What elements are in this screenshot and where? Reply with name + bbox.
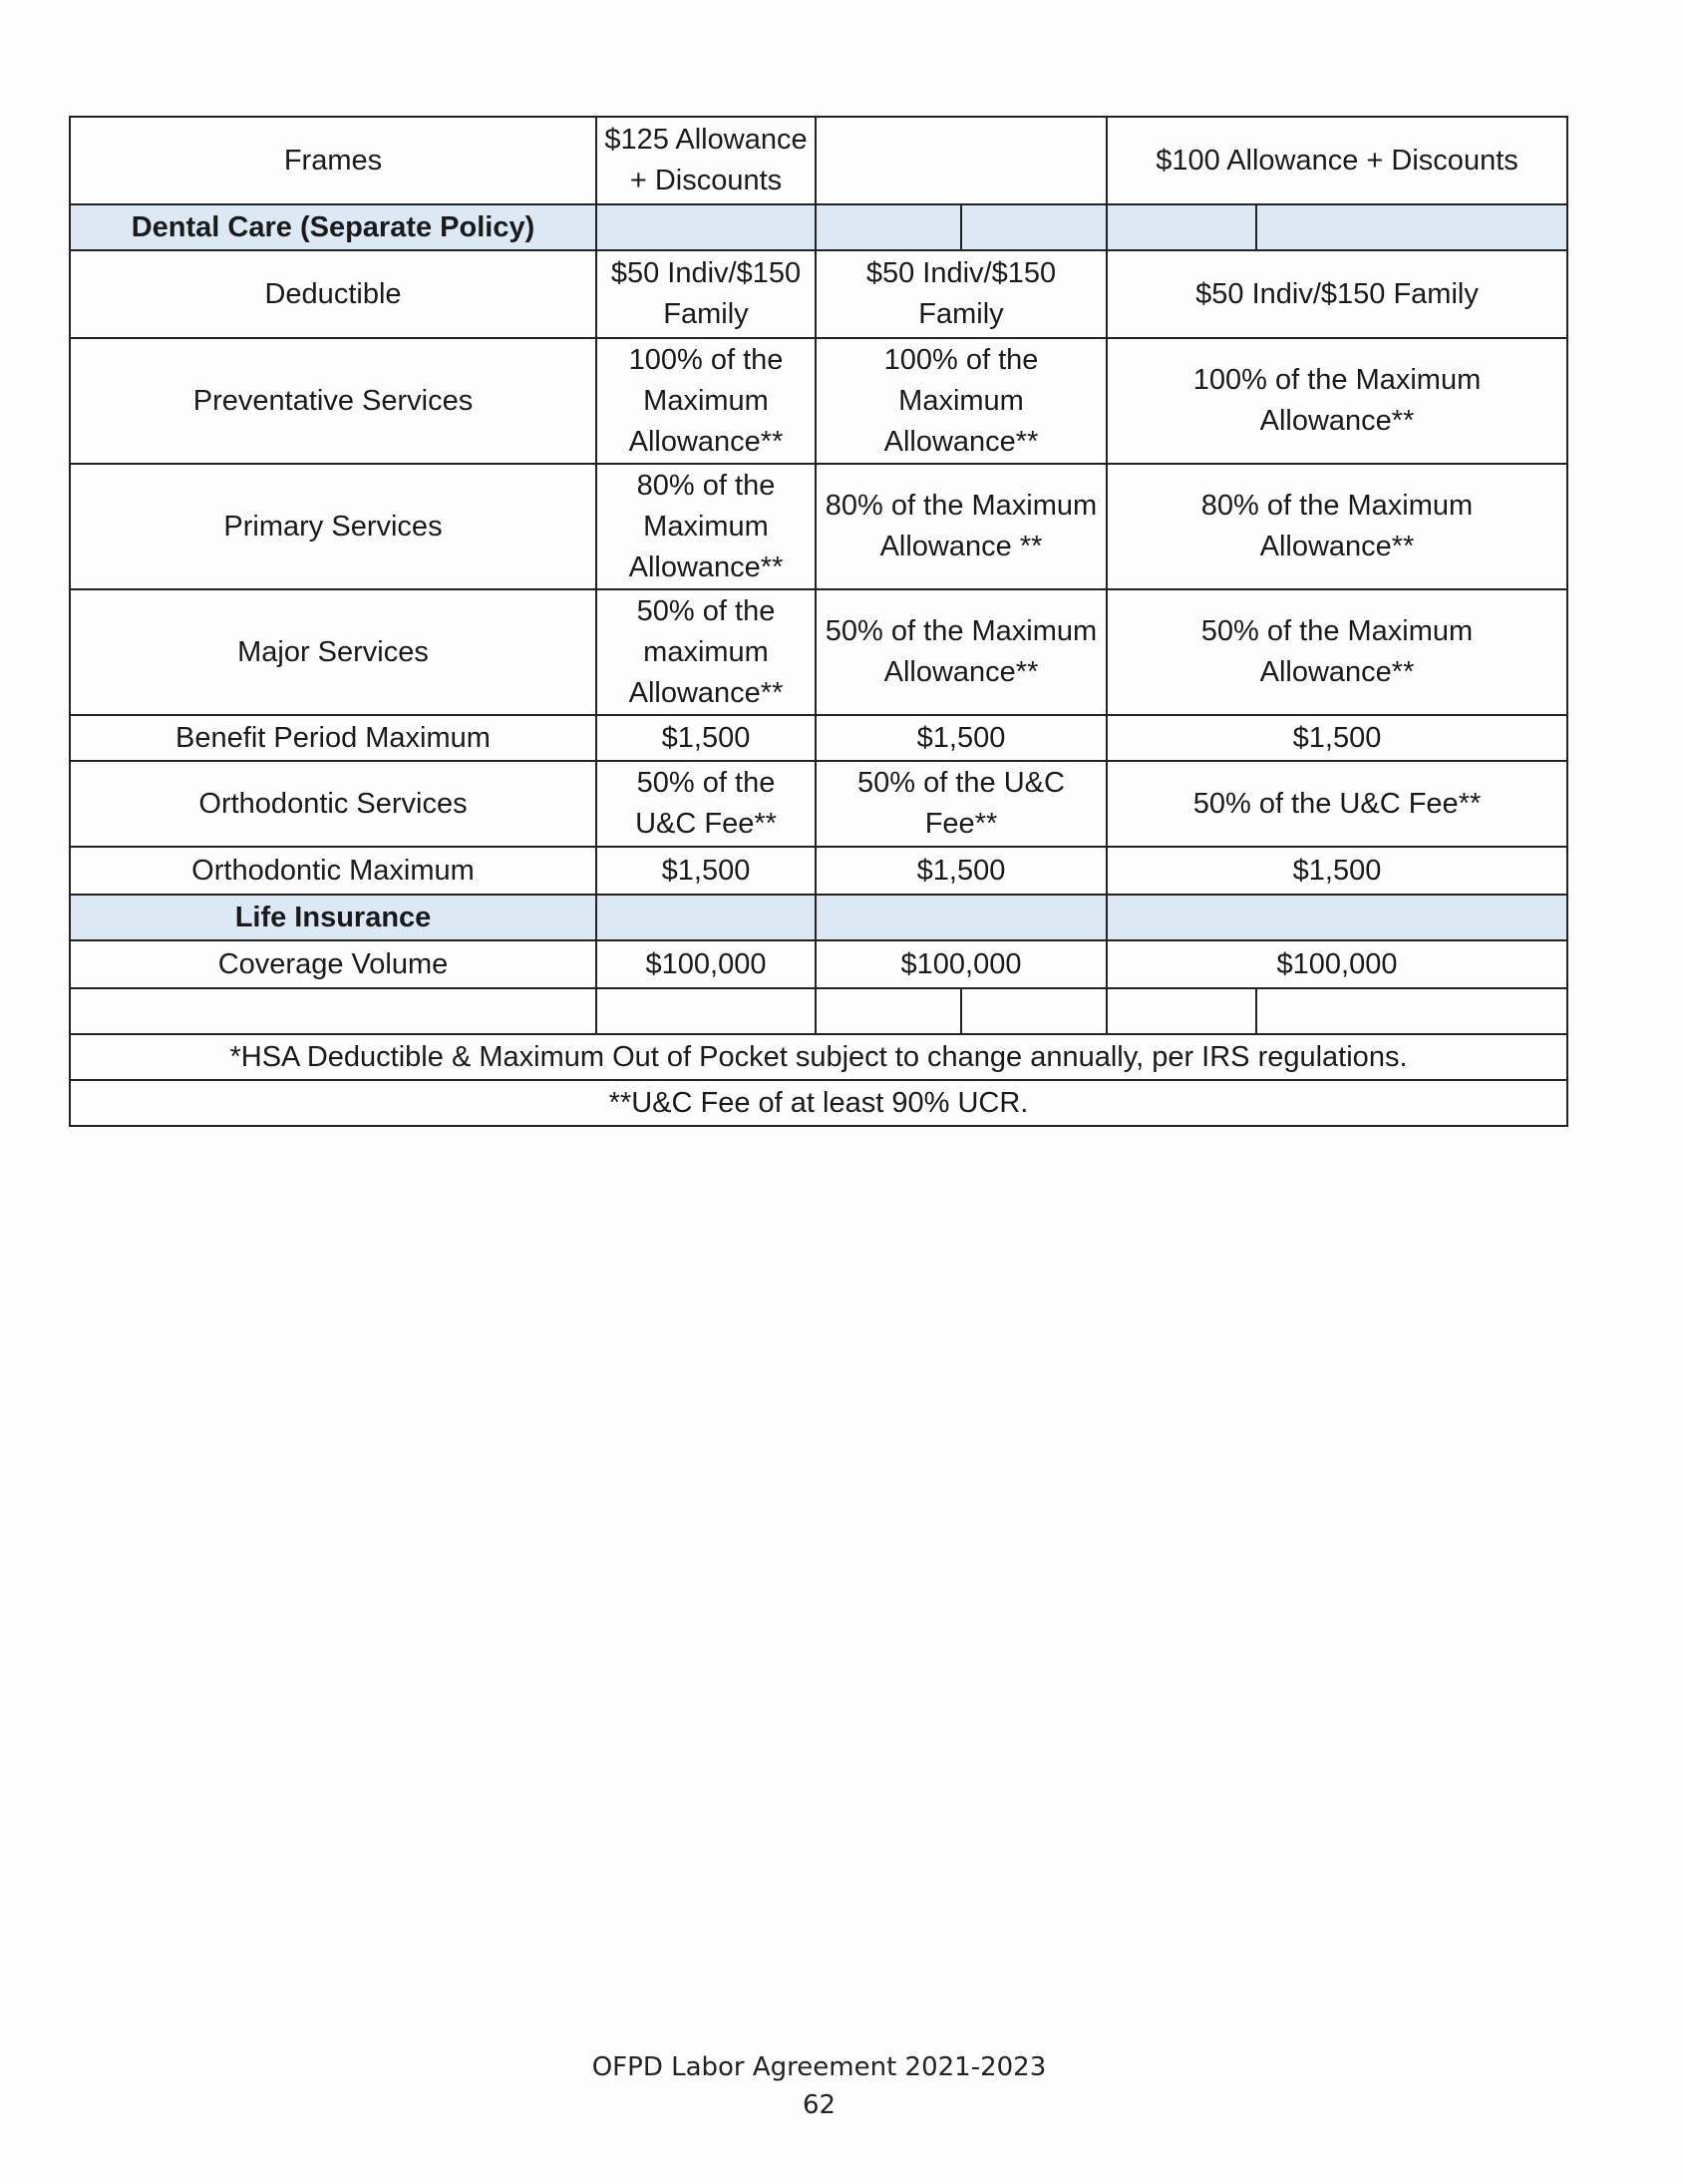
row-label: Orthodontic Services (70, 761, 596, 847)
split-cell (1107, 204, 1567, 250)
table-row (70, 338, 1567, 464)
cell-col1: $1,500 (596, 715, 816, 761)
cell-col1: $125 Allowance + Discounts (596, 117, 816, 204)
row-label: Coverage Volume (70, 940, 596, 988)
section-row-life (70, 895, 1567, 940)
row-label: Major Services (70, 589, 596, 715)
row-label: Preventative Services (70, 338, 596, 464)
split-cell (816, 988, 1107, 1034)
cell-col3: $1,500 (1107, 847, 1567, 895)
table-row (70, 715, 1567, 761)
note-row (70, 1080, 1567, 1126)
row-label: Frames (70, 117, 596, 204)
cell-col3: $100,000 (1107, 940, 1567, 988)
footer-title: OFPD Labor Agreement 2021-2023 (591, 2052, 1047, 2082)
empty-cell (70, 988, 596, 1034)
cell-col1: 50% of the maximum Allowance** (596, 589, 816, 715)
cell-col3: $100 Allowance + Discounts (1107, 117, 1567, 204)
cell-col2: $1,500 (816, 715, 1107, 761)
row-label: Deductible (70, 250, 596, 338)
cell-col3: 100% of the Maximum Allowance** (1107, 338, 1567, 464)
cell-col2: $100,000 (816, 940, 1107, 988)
section-title-life: Life Insurance (70, 895, 596, 940)
section-title-dental: Dental Care (Separate Policy) (70, 204, 596, 250)
cell-col3: $1,500 (1107, 715, 1567, 761)
cell-col3: 50% of the Maximum Allowance** (1107, 589, 1567, 715)
footnote-hsa: *HSA Deductible & Maximum Out of Pocket subject to change annually, per IRS regulations. (70, 1034, 1567, 1080)
table-row (70, 847, 1567, 895)
footnote-uc-fee: **U&C Fee of at least 90% UCR. (70, 1080, 1567, 1126)
split-cell (816, 204, 1107, 250)
cell-col3: $50 Indiv/$150 Family (1107, 250, 1567, 338)
row-label: Orthodontic Maximum (70, 847, 596, 895)
table-row (70, 761, 1567, 847)
cell-col2: 50% of the Maximum Allowance** (816, 589, 1107, 715)
cell-col2: 80% of the Maximum Allowance ** (816, 464, 1107, 589)
split-cell (1107, 988, 1567, 1034)
cell-col3: 50% of the U&C Fee** (1107, 761, 1567, 847)
table-row-frames (70, 117, 1567, 204)
table-row (70, 464, 1567, 589)
cell-col1: 100% of the Maximum Allowance** (596, 338, 816, 464)
benefits-table (69, 116, 1568, 1127)
empty-cell (596, 895, 816, 940)
empty-cell (596, 988, 816, 1034)
empty-cell (596, 204, 816, 250)
section-row-dental (70, 204, 1567, 250)
row-label: Benefit Period Maximum (70, 715, 596, 761)
cell-col2 (816, 117, 1107, 204)
cell-col2: 50% of the U&C Fee** (816, 761, 1107, 847)
cell-col2: $50 Indiv/$150 Family (816, 250, 1107, 338)
table-row (70, 940, 1567, 988)
cell-col1: 80% of the Maximum Allowance** (596, 464, 816, 589)
table-row (70, 589, 1567, 715)
cell-col1: 50% of the U&C Fee** (596, 761, 816, 847)
row-label: Primary Services (70, 464, 596, 589)
cell-col3: 80% of the Maximum Allowance** (1107, 464, 1567, 589)
empty-cell (1107, 895, 1567, 940)
empty-cell (816, 895, 1107, 940)
cell-col1: $100,000 (596, 940, 816, 988)
empty-row (70, 988, 1567, 1034)
table-row (70, 250, 1567, 338)
note-row (70, 1034, 1567, 1080)
cell-col1: $1,500 (596, 847, 816, 895)
cell-col2: $1,500 (816, 847, 1107, 895)
cell-col2: 100% of the Maximum Allowance** (816, 338, 1107, 464)
cell-col1: $50 Indiv/$150 Family (596, 250, 816, 338)
page-number: 62 (802, 2090, 837, 2120)
